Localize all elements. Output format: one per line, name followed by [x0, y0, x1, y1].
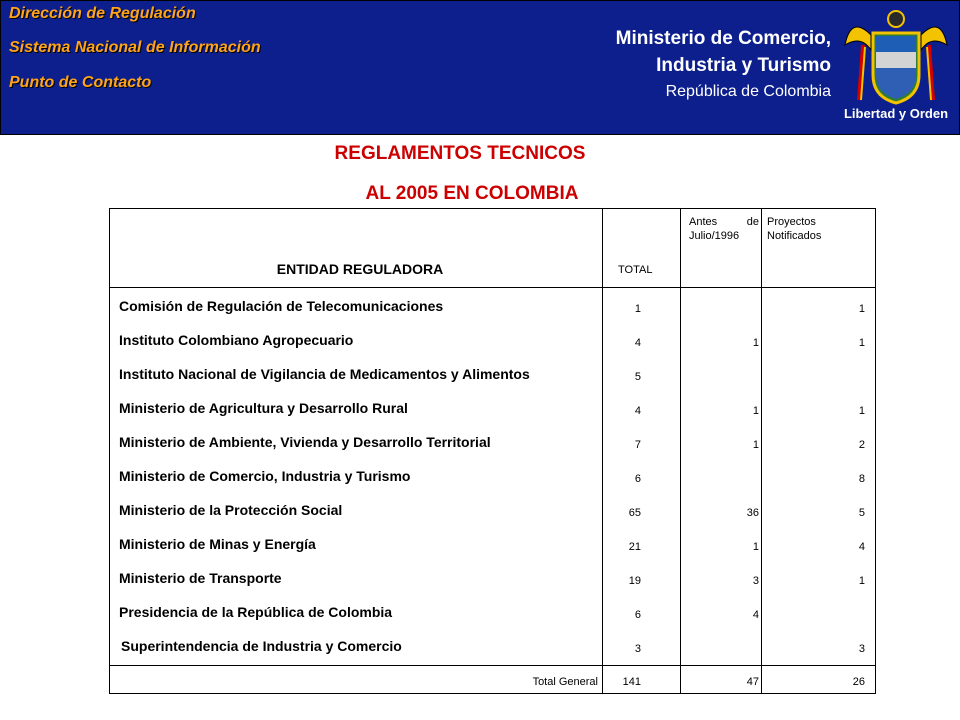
total-value: 4: [634, 337, 641, 349]
total-value: 1: [634, 303, 641, 315]
ministry-line-1: Ministerio de Comercio,: [615, 28, 831, 49]
total-value: 4: [634, 405, 641, 417]
total-general-before: 47: [746, 676, 759, 688]
total-value: 65: [628, 507, 641, 519]
total-general-projects: 26: [852, 676, 865, 688]
before-value: 1: [752, 439, 759, 451]
entity-name: Presidencia de la República de Colombia: [119, 604, 393, 620]
total-value: 6: [634, 609, 641, 621]
total-value: 3: [634, 643, 641, 655]
header-banner: [0, 0, 960, 135]
motto: Libertad y Orden: [843, 106, 949, 121]
projects-value: 5: [858, 507, 865, 519]
entity-name: Ministerio de Agricultura y Desarrollo Rural: [119, 400, 408, 416]
before-value: 1: [752, 541, 759, 553]
entity-name: Ministerio de la Protección Social: [119, 502, 343, 518]
projects-value: 3: [858, 643, 865, 655]
header-line-1: Dirección de Regulación: [9, 5, 196, 22]
entity-name: Ministerio de Transporte: [119, 570, 282, 586]
total-general-label: Total General: [532, 676, 598, 688]
table-row: [110, 638, 875, 677]
entity-name: Instituto Colombiano Agropecuario: [119, 332, 354, 348]
total-value: 5: [634, 371, 641, 383]
projects-value: 1: [858, 575, 865, 587]
entity-name: Ministerio de Ambiente, Vivienda y Desarrollo Territorial: [119, 434, 491, 450]
header-line-2: Sistema Nacional de Información: [9, 39, 261, 56]
total-value: 6: [634, 473, 641, 485]
before-value: 4: [752, 609, 759, 621]
before-value: 3: [752, 575, 759, 587]
regulations-table: [109, 208, 876, 694]
col-header-entity: ENTIDAD REGULADORA: [276, 261, 444, 277]
header-line-3: Punto de Contacto: [9, 74, 152, 91]
before-value: 1: [752, 405, 759, 417]
total-value: 21: [628, 541, 641, 553]
ministry-line-2: Industria y Turismo: [656, 55, 831, 76]
entity-name: Superintendencia de Industria y Comercio: [121, 638, 402, 654]
projects-value: 1: [858, 303, 865, 315]
entity-name: Comisión de Regulación de Telecomunicaciones: [119, 298, 444, 314]
projects-value: 1: [858, 337, 865, 349]
page-title: REGLAMENTOS TECNICOS: [334, 143, 586, 164]
total-value: 19: [628, 575, 641, 587]
projects-value: 4: [858, 541, 865, 553]
entity-name: Instituto Nacional de Vigilancia de Medicamentos y Alimentos: [119, 366, 530, 382]
projects-value: 2: [858, 439, 865, 451]
col-header-before: Antes de Julio/1996: [689, 216, 759, 242]
col-header-projects: Proyectos Notificados: [767, 216, 822, 242]
total-value: 7: [634, 439, 641, 451]
projects-value: 1: [858, 405, 865, 417]
page-subtitle: AL 2005 EN COLOMBIA: [365, 183, 579, 204]
entity-name: Ministerio de Comercio, Industria y Turismo: [119, 468, 411, 484]
before-value: 36: [746, 507, 759, 519]
total-general-total: 141: [622, 676, 641, 688]
ministry-line-3: República de Colombia: [665, 83, 831, 100]
projects-value: 8: [858, 473, 865, 485]
before-value: 1: [752, 337, 759, 349]
col-header-total: TOTAL: [618, 264, 653, 276]
entity-name: Ministerio de Minas y Energía: [119, 536, 316, 552]
